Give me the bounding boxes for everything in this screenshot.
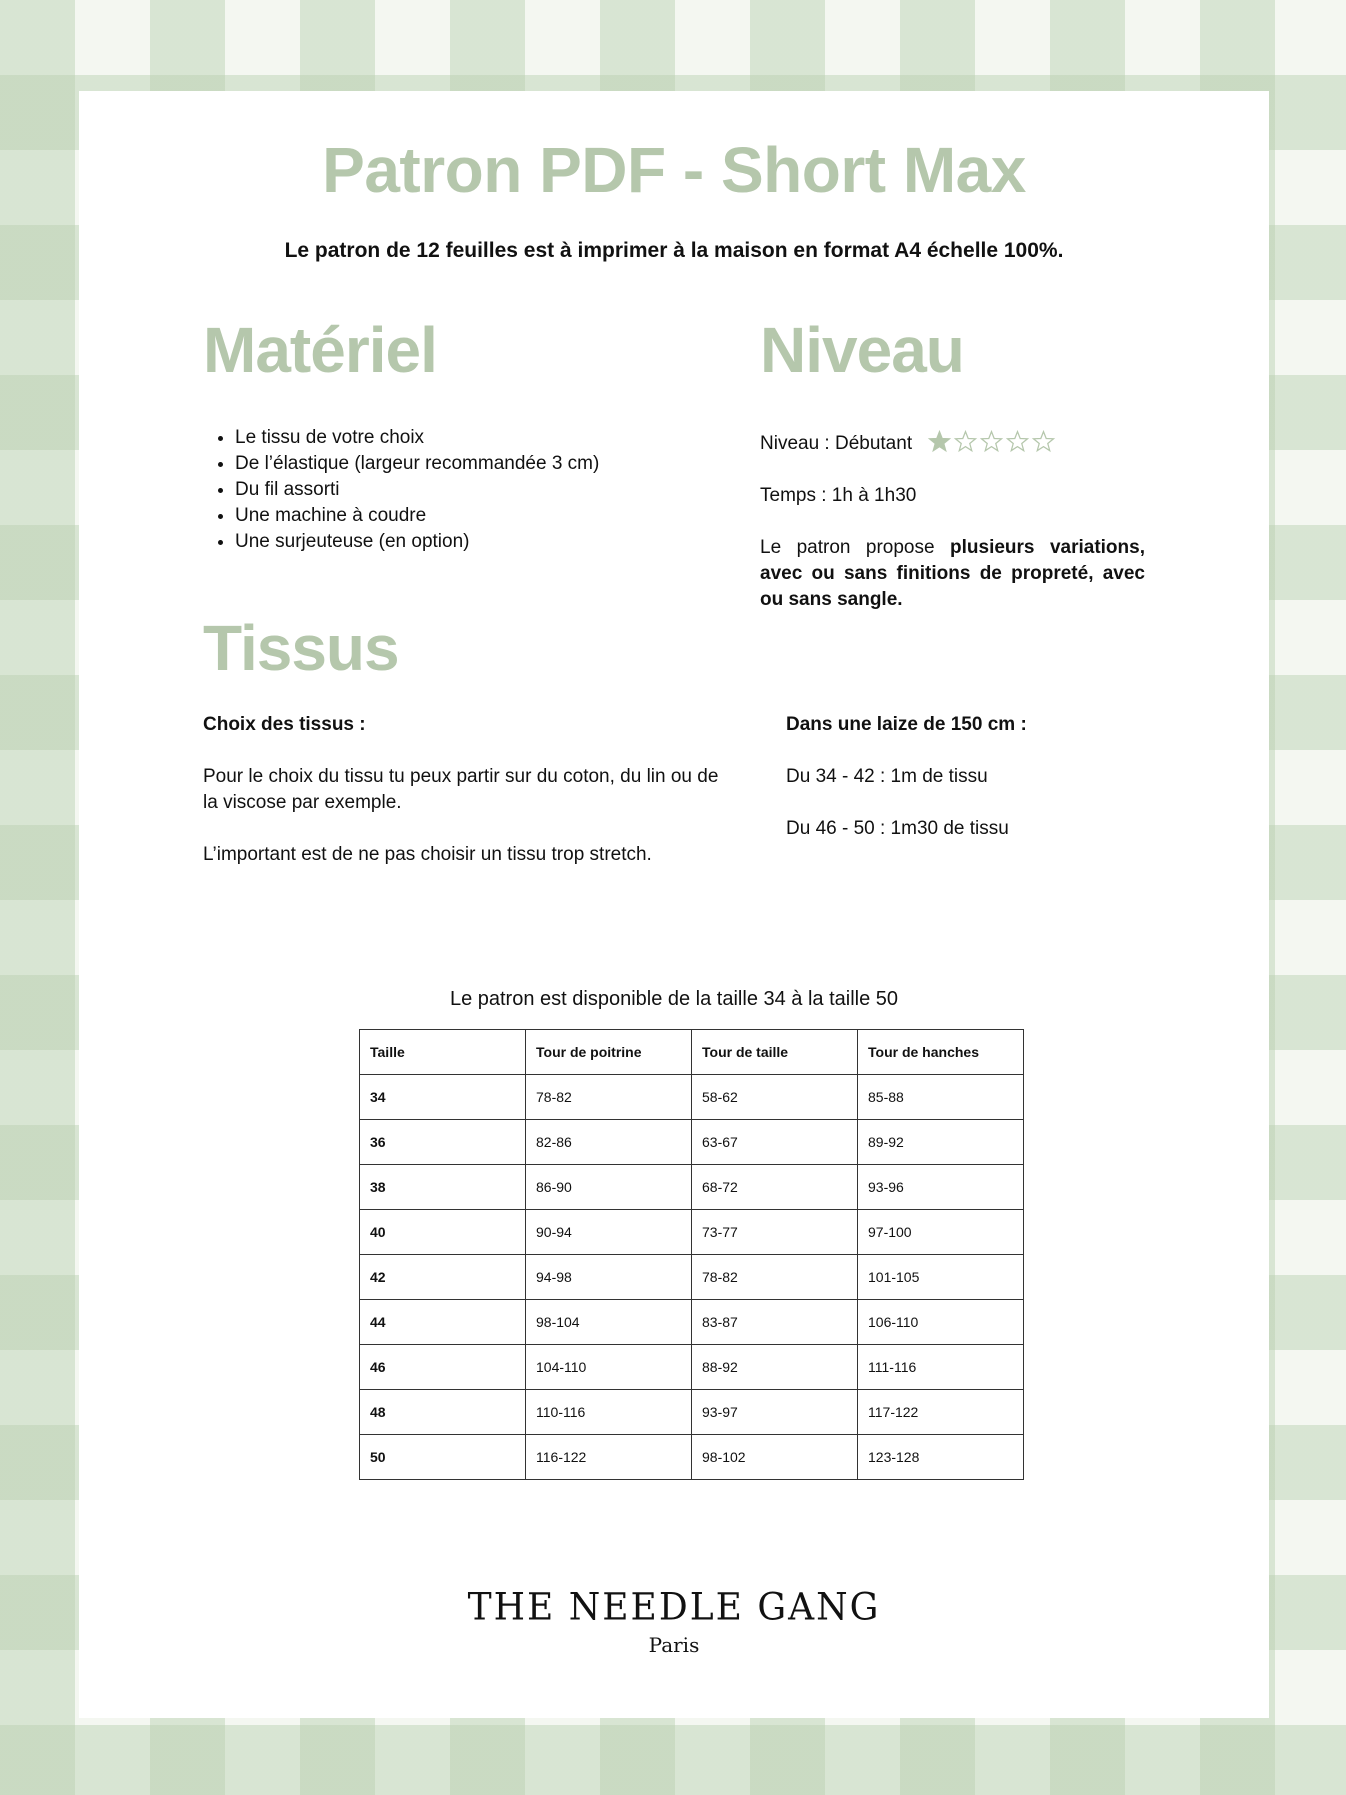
- niveau-heading: Niveau: [760, 314, 964, 386]
- star-empty-icon: [953, 429, 978, 454]
- tissus-stretch-text: L’important est de ne pas choisir un tissu trop stretch.: [203, 844, 652, 865]
- table-cell: 68-72: [692, 1165, 858, 1210]
- size-table-header-cell: Tour de poitrine: [526, 1030, 692, 1075]
- brand-logo: THE NEEDLE GANG: [467, 1585, 881, 1630]
- table-cell: 50: [360, 1435, 526, 1480]
- niveau-level: [760, 431, 1056, 457]
- tissus-heading: Tissus: [203, 612, 399, 684]
- table-cell: 110-116: [526, 1390, 692, 1435]
- star-empty-icon: [1005, 429, 1030, 454]
- niveau-variations: [760, 535, 1145, 613]
- table-cell: 116-122: [526, 1435, 692, 1480]
- laize-title: Dans une laize de 150 cm :: [786, 714, 1027, 735]
- table-cell: 83-87: [692, 1300, 858, 1345]
- materiel-item: • Le tissu de votre choix: [235, 425, 599, 451]
- materiel-item: • Une surjeuteuse (en option): [235, 529, 599, 555]
- table-cell: 89-92: [858, 1120, 1024, 1165]
- materiel-item: • Du fil assorti: [235, 477, 599, 503]
- table-row: [360, 1165, 1024, 1210]
- laize-line-2: Du 46 - 50 : 1m30 de tissu: [786, 818, 1009, 839]
- table-cell: 97-100: [858, 1210, 1024, 1255]
- table-cell: 44: [360, 1300, 526, 1345]
- size-table: [359, 1029, 1024, 1480]
- star-empty-icon: [1031, 429, 1056, 454]
- table-cell: 40: [360, 1210, 526, 1255]
- size-table-header-cell: Tour de taille: [692, 1030, 858, 1075]
- table-cell: 38: [360, 1165, 526, 1210]
- pattern-page: [79, 91, 1269, 1718]
- size-table-header-row: [360, 1030, 1024, 1075]
- niveau-time: Temps : 1h à 1h30: [760, 485, 917, 506]
- tissus-choice-title: Choix des tissus :: [203, 714, 366, 735]
- table-cell: 93-96: [858, 1165, 1024, 1210]
- table-cell: 73-77: [692, 1210, 858, 1255]
- table-cell: 123-128: [858, 1435, 1024, 1480]
- table-cell: 111-116: [858, 1345, 1024, 1390]
- materiel-heading: Matériel: [203, 314, 437, 386]
- table-cell: 82-86: [526, 1120, 692, 1165]
- table-cell: 34: [360, 1075, 526, 1120]
- table-cell: 58-62: [692, 1075, 858, 1120]
- star-empty-icon: [979, 429, 1004, 454]
- table-cell: 78-82: [692, 1255, 858, 1300]
- size-table-header-cell: Taille: [360, 1030, 526, 1075]
- table-cell: 117-122: [858, 1390, 1024, 1435]
- table-cell: 85-88: [858, 1075, 1024, 1120]
- laize-line-1: Du 34 - 42 : 1m de tissu: [786, 766, 988, 787]
- table-cell: 42: [360, 1255, 526, 1300]
- table-cell: 86-90: [526, 1165, 692, 1210]
- table-row: [360, 1120, 1024, 1165]
- materiel-item: • De l’élastique (largeur recommandée 3 cm): [235, 451, 599, 477]
- table-row: [360, 1300, 1024, 1345]
- page-subtitle: Le patron de 12 feuilles est à imprimer à la maison en format A4 échelle 100%.: [284, 239, 1064, 262]
- table-cell: 98-104: [526, 1300, 692, 1345]
- table-cell: 98-102: [692, 1435, 858, 1480]
- table-row: [360, 1345, 1024, 1390]
- page-title: Patron PDF - Short Max: [322, 134, 1026, 206]
- table-cell: 46: [360, 1345, 526, 1390]
- table-cell: 78-82: [526, 1075, 692, 1120]
- table-cell: 101-105: [858, 1255, 1024, 1300]
- variations-bold: plusieurs variations, avec ou sans finitions de propreté, avec ou sans sangle.: [760, 537, 1145, 610]
- tissus-choice-text: Pour le choix du tissu tu peux partir sur du coton, du lin ou de la viscose par exemple.: [203, 766, 719, 813]
- size-table-header-cell: Tour de hanches: [858, 1030, 1024, 1075]
- table-cell: 90-94: [526, 1210, 692, 1255]
- niveau-level-label: Niveau : Débutant: [760, 433, 913, 454]
- table-cell: 36: [360, 1120, 526, 1165]
- table-cell: 104-110: [526, 1345, 692, 1390]
- table-cell: 63-67: [692, 1120, 858, 1165]
- table-row: [360, 1255, 1024, 1300]
- difficulty-rating: [927, 429, 1056, 454]
- table-row: [360, 1210, 1024, 1255]
- table-cell: 93-97: [692, 1390, 858, 1435]
- table-cell: 94-98: [526, 1255, 692, 1300]
- star-filled-icon: [927, 429, 952, 454]
- table-cell: 48: [360, 1390, 526, 1435]
- table-cell: 106-110: [858, 1300, 1024, 1345]
- table-row: [360, 1390, 1024, 1435]
- table-row: [360, 1435, 1024, 1480]
- table-row: [360, 1075, 1024, 1120]
- materiel-list: [203, 425, 599, 555]
- variations-intro: Le patron propose: [760, 537, 935, 558]
- materiel-item: • Une machine à coudre: [235, 503, 599, 529]
- brand-city: Paris: [648, 1633, 700, 1657]
- table-cell: 88-92: [692, 1345, 858, 1390]
- size-table-caption: Le patron est disponible de la taille 34 à la taille 50: [449, 988, 899, 1010]
